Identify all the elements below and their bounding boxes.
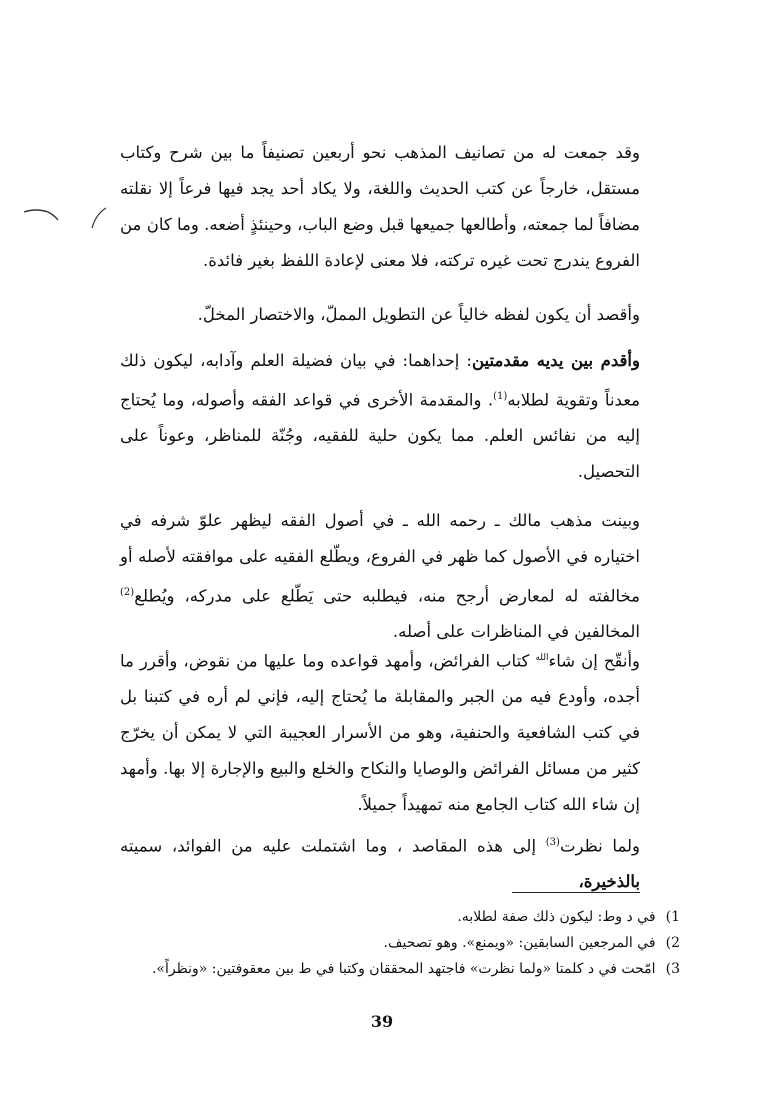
footnote-number: 3) <box>665 961 680 977</box>
footnote-text: في المرجعين السابقين: «ويمنع». وهو تصحيف. <box>383 935 656 951</box>
paragraph-malik-doctrine <box>120 503 640 651</box>
malik-text-1: وبينت مذهب مالك ـ رحمه الله ـ في أصول الفقه ليظهر علوّ شرفه في اختياره في الأصول كما ظهر في الفروع، ويطّلع الفقيه على موافقته لأصله أو مخالفته له لمعارض أرجح منه، فيطلبه حتى يَطّلع على مدركه، ويُطلع <box>120 510 640 605</box>
footnote-1 <box>120 904 680 930</box>
footnote-ref-2: (2) <box>120 586 135 598</box>
footnote-text: امّحت في د كلمتا «ولما نظرت» فاجتهد المحققان وكتبا في ط بين معقوفتين: «ونظراً». <box>151 961 656 977</box>
malik-text-2: المخالفين في المناظرات على أصله. <box>392 622 640 641</box>
naming-text-2: إلى هذه المقاصد ، وما اشتملت عليه من الفوائد، سميته <box>120 836 546 855</box>
footnote-ref-1: (1) <box>493 390 508 402</box>
book-title: بالذخيرة، <box>578 872 640 891</box>
paragraph-introductions <box>120 343 640 491</box>
introductions-text-1: : إحداهما: في بيان فضيلة العلم وآدابه، ليكون ذلك معدناً وتقوية لطلابه <box>120 350 640 409</box>
footnote-3 <box>120 956 680 982</box>
paragraph-inheritance <box>120 640 640 824</box>
page-number: 39 <box>370 1012 394 1031</box>
footnote-ref-3: (3) <box>545 836 560 848</box>
introductions-lead: وأقدم بين يديه مقدمتين <box>471 350 640 370</box>
footnotes <box>120 904 680 982</box>
paragraph-compilation: وقد جمعت له من تصانيف المذهب نحو أربعين تصنيفاً ما بين شرح وكتاب مستقل، خارجاً عن كتب الحديث واللغة، ولا يكاد أحد يجد فيها فرعاً إلا نقلته مضافاً لما جمعته، وأطالعها جميعها قبل وضع الباب، وحينئذٍ أضعه. وما كان من الفروع يندرج تحت غيره تركته، فلا معنى لإعادة اللفظ بغير فائدة. <box>120 142 640 270</box>
handwritten-margin-mark <box>22 198 112 238</box>
inheritance-text-2: كتاب الفرائض، وأمهد قواعده وما عليها من نقوض، وأقرر ما أجده، وأودع فيه من الجبر والمقابلة ما يُحتاج إليه، فإني لم أره في كتبنا بل في كتب الشافعية والحنفية، وهو من الأسرار العجيبة التي لا يمكن أن يخرّج كثير من مسائل الفرائض والوصايا والنكاح والخلع والبيع والإجارة إلا بها. وأمهد إن شاء الله كتاب الجامع منه تمهيداً جميلاً. <box>120 651 640 814</box>
footnote-number: 2) <box>665 935 680 951</box>
paragraph-intent: وأقصد أن يكون لفظه خالياً عن التطويل المملّ، والاختصار المخلّ. <box>197 304 640 324</box>
introductions-text-2: . والمقدمة الأخرى في قواعد الفقه وأصوله، وما يُحتاج إليه من نفائس العلم. مما يكون حلية للفقيه، وجُنّة للمناظر، وعوناً على التحصيل. <box>120 390 640 481</box>
paragraph-naming <box>120 825 640 901</box>
footnote-2 <box>120 930 680 956</box>
footnote-number: 1) <box>665 909 680 925</box>
inheritance-text-1: وأنقّح إن شاء <box>548 651 640 670</box>
footnote-text: في د وط: ليكون ذلك صفة لطلابه. <box>457 909 656 925</box>
footnote-divider <box>512 892 640 893</box>
handwritten-note: الله <box>535 652 549 663</box>
naming-text-1: ولما نظرت <box>559 836 640 855</box>
